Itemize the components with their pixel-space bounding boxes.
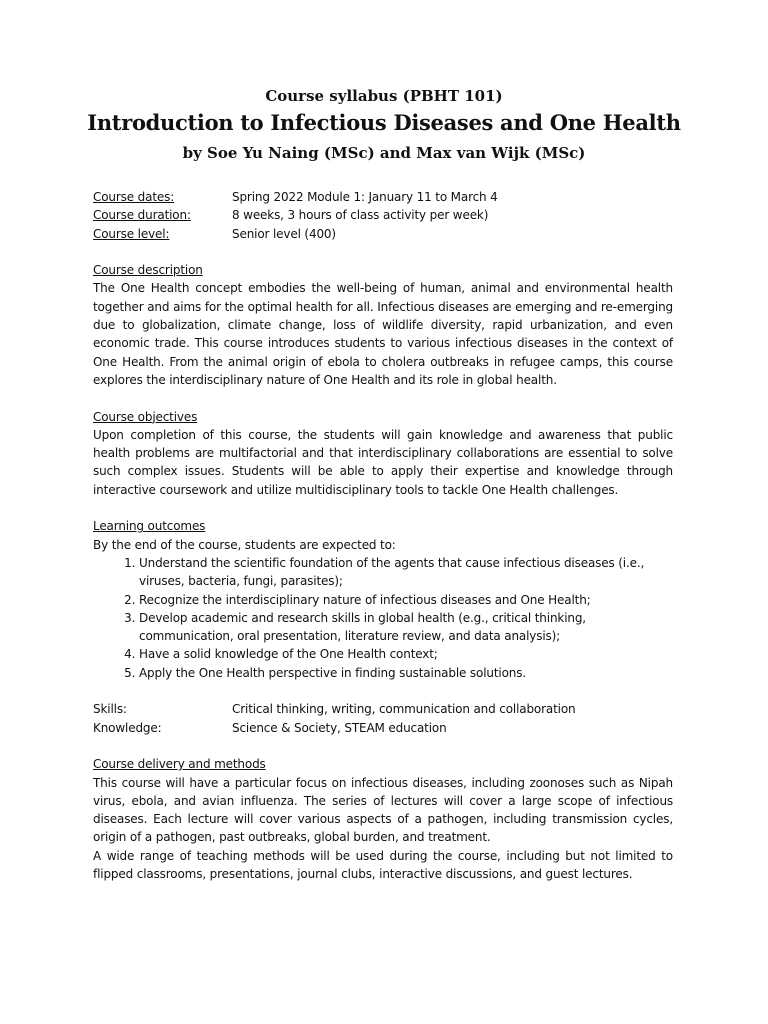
knowledge-row bbox=[93, 719, 673, 737]
section-heading-delivery: Course delivery and methods bbox=[93, 757, 266, 772]
list-item: 3. Develop academic and research skills in global health (e.g., critical thinking, communication, oral presentation, literature review, and data analysis); bbox=[139, 609, 673, 646]
info-label: Course level: bbox=[93, 226, 170, 241]
section-heading-description: Course description bbox=[93, 263, 203, 278]
info-value: 8 weeks, 3 hours of class activity per week) bbox=[232, 208, 489, 223]
info-value: Spring 2022 Module 1: January 11 to March 4 bbox=[232, 190, 498, 204]
section-heading-outcomes: Learning outcomes bbox=[93, 519, 206, 534]
info-row-dates bbox=[93, 188, 673, 206]
objectives-paragraph: Upon completion of this course, the students will gain knowledge and awareness that public health problems are multifactorial and that interdisciplinary collaborations are essential to solve such complex issues. Students will be able to apply their expertise and knowledge through interactive coursework and utilize multidisciplinary tools to tackle One Health challenges. bbox=[93, 427, 673, 497]
description-paragraph: The One Health concept embodies the well-being of human, animal and environmental health together and aims for the optimal health for all. Infectious diseases are emerging and re-emerging due to globalization, climate change, loss of wildlife diversity, rapid urbanization, and even economic trade. This course introduces students to various infectious diseases in the context of One Health. From the animal origin of ebola to cholera outbreaks in refugee camps, this course explores the interdisciplinary nature of One Health and its role in global health. bbox=[93, 281, 673, 387]
section-heading-objectives: Course objectives bbox=[93, 409, 198, 424]
skills-label: Skills: bbox=[93, 702, 127, 717]
list-item: 1. Understand the scientific foundation of the agents that cause infectious diseases (i.e., viruses, bacteria, fungi, parasites); bbox=[139, 554, 673, 591]
list-item: 5. Apply the One Health perspective in finding sustainable solutions. bbox=[139, 664, 673, 682]
info-row-level bbox=[93, 225, 673, 243]
authors-line: by Soe Yu Naing (MSc) and Max van Wijk (MSc) bbox=[182, 144, 586, 162]
document-body bbox=[93, 188, 673, 883]
document-title: Introduction to Infectious Diseases and One Health bbox=[87, 110, 681, 135]
info-label: Course duration: bbox=[93, 208, 191, 223]
outcomes-list bbox=[93, 554, 673, 682]
knowledge-value: Science & Society, STEAM education bbox=[232, 720, 447, 735]
info-value: Senior level (400) bbox=[232, 226, 336, 241]
skills-value: Critical thinking, writing, communication and collaboration bbox=[232, 702, 576, 717]
knowledge-label: Knowledge: bbox=[93, 720, 162, 735]
delivery-paragraph: A wide range of teaching methods will be used during the course, including but not limited to flipped classrooms, presentations, journal clubs, interactive discussions, and guest lectures. bbox=[93, 848, 673, 881]
delivery-paragraph: This course will have a particular focus on infectious diseases, including zoonoses such as Nipah virus, ebola, and avian influenza. The series of lectures will cover a large scope of infectious diseases. Each lecture will cover various aspects of a pathogen, including transmission cycles, origin of a pathogen, past outbreaks, global burden, and treatment. bbox=[93, 775, 673, 845]
skills-row bbox=[93, 700, 673, 718]
outcomes-intro: By the end of the course, students are expected to: bbox=[93, 537, 396, 552]
info-row-duration bbox=[93, 206, 673, 224]
list-item: 2. Recognize the interdisciplinary nature of infectious diseases and One Health; bbox=[139, 591, 673, 609]
course-code-line: Course syllabus (PBHT 101) bbox=[265, 87, 503, 105]
info-label: Course dates: bbox=[93, 190, 175, 204]
list-item: 4. Have a solid knowledge of the One Health context; bbox=[139, 645, 673, 663]
